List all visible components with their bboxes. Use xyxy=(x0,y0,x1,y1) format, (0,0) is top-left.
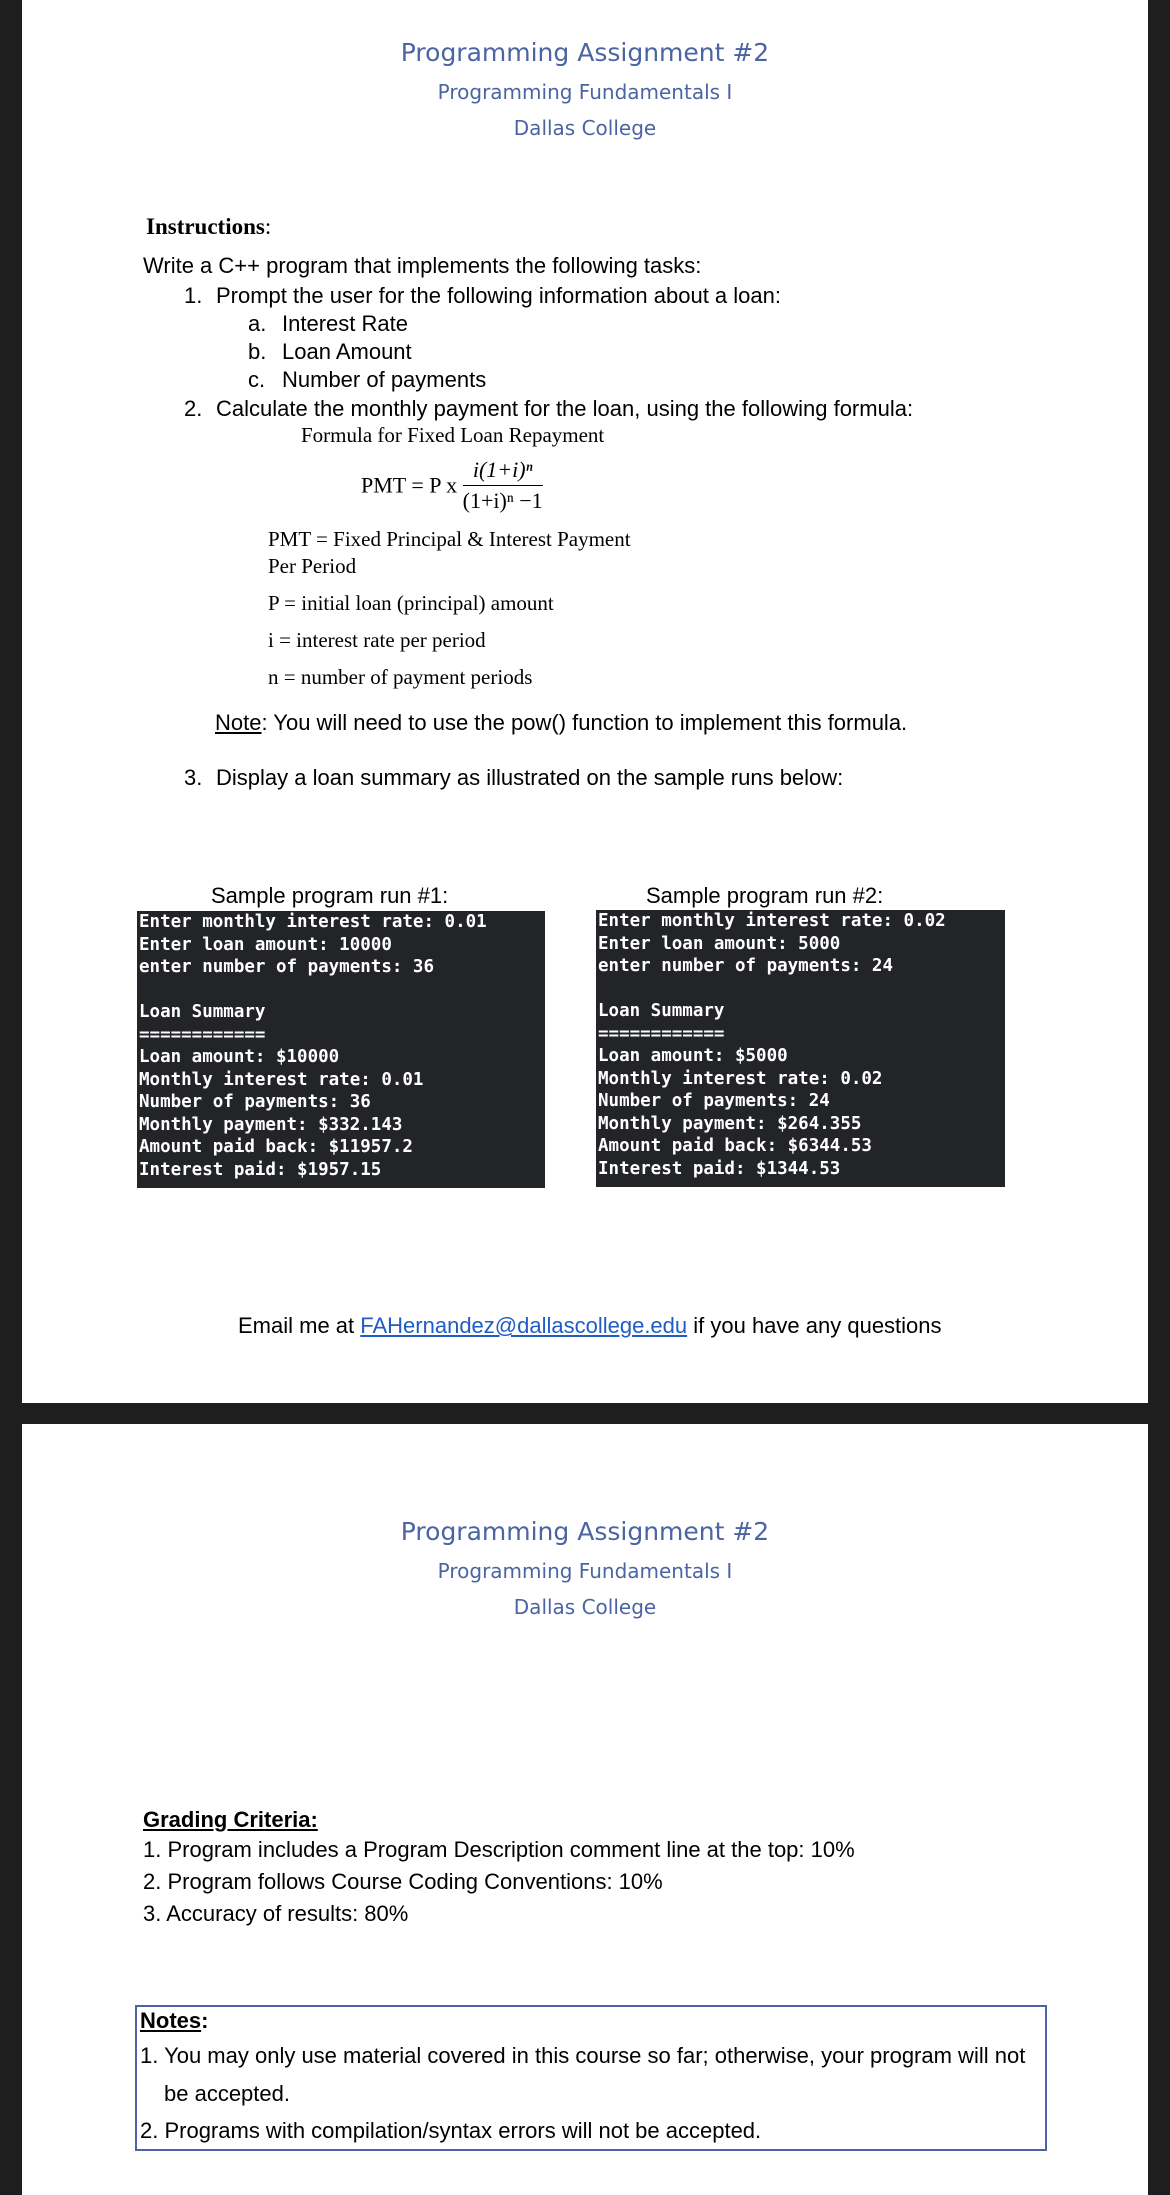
console-line: enter number of payments: 36 xyxy=(139,957,435,977)
console-line: Number of payments: 36 xyxy=(139,1092,371,1112)
formula-def-n: n = number of payment periods xyxy=(268,665,533,689)
console-line: Loan Summary xyxy=(598,1001,725,1021)
step-3-text: Display a loan summary as illustrated on the sample runs below: xyxy=(216,765,844,790)
course-name: Programming Fundamentals I xyxy=(437,1559,733,1583)
formula-denominator: (1+i)ⁿ −1 xyxy=(462,488,543,513)
school-name: Dallas College xyxy=(513,1595,657,1619)
notes-box xyxy=(135,2005,1047,2151)
step-1-text: Prompt the user for the following information about a loan: xyxy=(216,283,781,308)
step-2-number: 2. xyxy=(184,396,203,421)
console-line: ============ xyxy=(139,1024,266,1045)
sample-1-caption: Sample program run #1: xyxy=(211,883,449,908)
notes-item-1-cont: be accepted. xyxy=(164,2081,290,2106)
step-3-number: 3. xyxy=(184,765,203,790)
console-line: Amount paid back: $6344.53 xyxy=(598,1136,872,1156)
course-name: Programming Fundamentals I xyxy=(437,80,733,104)
formula-fraction xyxy=(463,457,543,514)
formula-lhs: PMT = P x xyxy=(361,472,458,498)
sample-2-caption: Sample program run #2: xyxy=(646,883,884,908)
console-line: Monthly interest rate: 0.02 xyxy=(598,1068,883,1089)
sample-1-console xyxy=(137,911,545,1188)
sub-item-c-letter: c. xyxy=(248,367,266,392)
sub-item-b-letter: b. xyxy=(248,339,267,364)
console-line: ============ xyxy=(598,1023,725,1044)
console-line: Monthly payment: $332.143 xyxy=(139,1114,403,1135)
notes-heading: Notes: xyxy=(140,2008,209,2033)
grading-item-3: 3. Accuracy of results: 80% xyxy=(143,1901,409,1926)
console-line: Monthly payment: $264.355 xyxy=(598,1113,862,1134)
console-line: Interest paid: $1957.15 xyxy=(139,1159,382,1180)
grading-heading: Grading Criteria: xyxy=(143,1807,318,1832)
sample-2-console xyxy=(596,910,1005,1187)
console-line: Loan Summary xyxy=(139,1002,266,1022)
console-line: Enter loan amount: 10000 xyxy=(139,934,392,955)
contact-line: Email me at FAHernandez@dallascollege.edu if you have any questions xyxy=(238,1313,942,1338)
formula-def-pmt: PMT = Fixed Principal & Interest Payment xyxy=(268,527,631,551)
sub-item-c-text: Number of payments xyxy=(282,367,487,392)
grading-item-2: 2. Program follows Course Coding Conventions: 10% xyxy=(143,1869,663,1894)
notes-item-1: 1. You may only use material covered in this course so far; otherwise, your program will not xyxy=(140,2043,1026,2068)
formula-def-i: i = interest rate per period xyxy=(268,628,486,652)
console-line: Loan amount: $5000 xyxy=(598,1046,788,1066)
email-link[interactable]: FAHernandez@dallascollege.edu xyxy=(360,1313,688,1338)
formula-numerator: i(1+i)ⁿ xyxy=(463,457,543,486)
console-line: Loan amount: $10000 xyxy=(139,1047,340,1067)
sub-item-b-text: Loan Amount xyxy=(282,339,412,364)
document-page-2 xyxy=(22,1424,1148,2195)
instructions-heading: Instructions: xyxy=(146,214,272,239)
instructions-intro: Write a C++ program that implements the following tasks: xyxy=(143,253,702,278)
notes-item-2: 2. Programs with compilation/syntax errors will not be accepted. xyxy=(140,2118,762,2143)
console-line xyxy=(598,978,1003,1001)
note-line xyxy=(215,710,907,736)
note-label: Note xyxy=(215,710,262,735)
grading-item-1: 1. Program includes a Program Description comment line at the top: 10% xyxy=(143,1837,855,1862)
note-text: : You will need to use the pow() function to implement this formula. xyxy=(261,710,908,735)
page-title: Programming Assignment #2 xyxy=(400,38,770,67)
console-line: Interest paid: $1344.53 xyxy=(598,1158,841,1179)
console-line: Enter monthly interest rate: 0.01 xyxy=(139,912,487,932)
console-line: Enter loan amount: 5000 xyxy=(598,933,841,954)
console-line: Number of payments: 24 xyxy=(598,1091,830,1111)
step-2-text: Calculate the monthly payment for the loan, using the following formula: xyxy=(216,396,914,421)
console-line: Monthly interest rate: 0.01 xyxy=(139,1069,424,1090)
formula xyxy=(361,457,543,514)
console-line: enter number of payments: 24 xyxy=(598,956,894,976)
sub-item-a-letter: a. xyxy=(248,311,267,336)
sub-item-a-text: Interest Rate xyxy=(282,311,408,336)
formula-def-p: P = initial loan (principal) amount xyxy=(268,591,554,615)
document-page-1 xyxy=(22,0,1148,1403)
school-name: Dallas College xyxy=(513,116,657,140)
page-title: Programming Assignment #2 xyxy=(400,1517,770,1546)
console-line xyxy=(139,979,543,1002)
step-1-number: 1. xyxy=(184,283,203,308)
formula-title: Formula for Fixed Loan Repayment xyxy=(301,423,605,447)
formula-def-pmt-cont: Per Period xyxy=(268,554,357,578)
console-line: Amount paid back: $11957.2 xyxy=(139,1137,413,1157)
console-line: Enter monthly interest rate: 0.02 xyxy=(598,911,946,931)
